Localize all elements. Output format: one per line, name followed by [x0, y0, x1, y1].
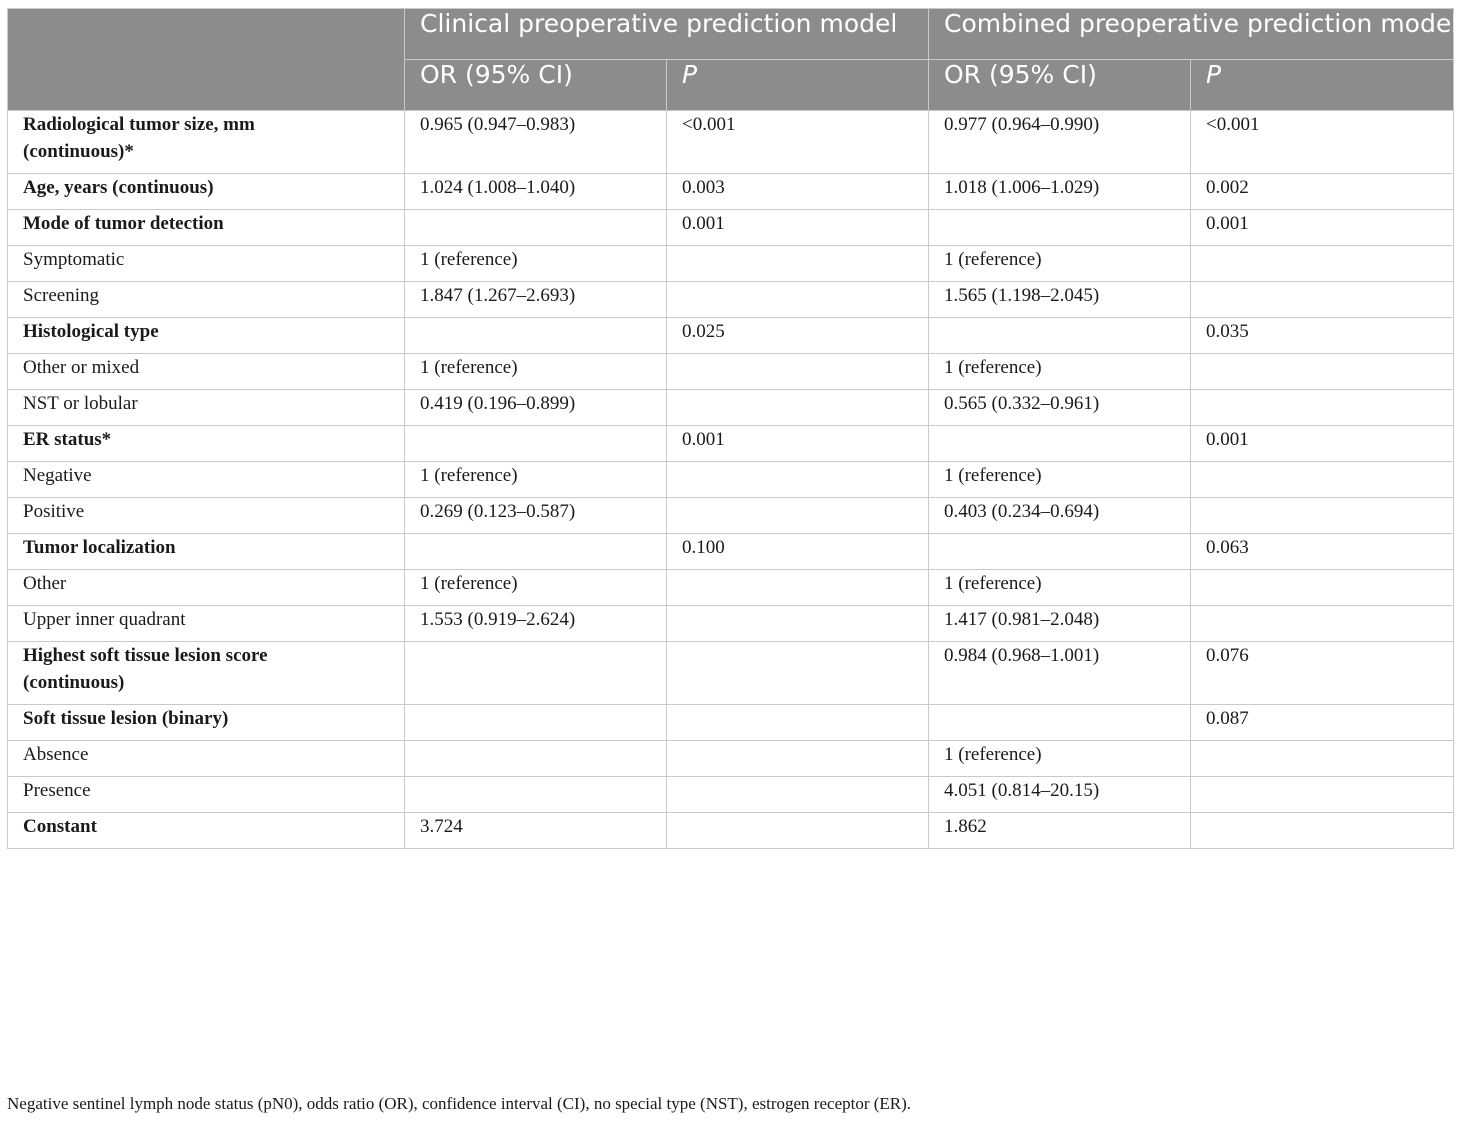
clinical-p-cell [667, 741, 929, 777]
combined-p-cell [1191, 741, 1454, 777]
clinical-or-cell [405, 705, 667, 741]
row-label: Symptomatic [8, 246, 405, 282]
clinical-or-cell: 0.269 (0.123–0.587) [405, 498, 667, 534]
clinical-or-cell [405, 318, 667, 354]
clinical-p-cell: 0.100 [667, 534, 929, 570]
results-table [7, 8, 1459, 849]
clinical-or-cell [405, 426, 667, 462]
combined-or-cell [929, 210, 1191, 246]
clinical-p-cell [667, 282, 929, 318]
combined-p-cell [1191, 282, 1454, 318]
table-row [8, 741, 1454, 777]
clinical-or-cell: 1.024 (1.008–1.040) [405, 174, 667, 210]
clinical-p-cell [667, 246, 929, 282]
header-clinical-model: Clinical preoperative prediction model [405, 9, 929, 60]
table-body [8, 111, 1454, 849]
table-row [8, 498, 1454, 534]
combined-or-cell: 0.977 (0.964–0.990) [929, 111, 1191, 174]
row-label: Mode of tumor detection [8, 210, 405, 246]
table-row [8, 705, 1454, 741]
clinical-or-cell: 0.965 (0.947–0.983) [405, 111, 667, 174]
combined-p-cell [1191, 462, 1454, 498]
combined-or-cell: 1.565 (1.198–2.045) [929, 282, 1191, 318]
combined-p-cell: 0.001 [1191, 210, 1454, 246]
combined-p-cell: 0.035 [1191, 318, 1454, 354]
row-label: Positive [8, 498, 405, 534]
header-blank-cell [8, 9, 405, 111]
combined-or-cell: 1.417 (0.981–2.048) [929, 606, 1191, 642]
row-label: Other or mixed [8, 354, 405, 390]
table-row [8, 606, 1454, 642]
table-row [8, 246, 1454, 282]
clinical-or-cell: 1 (reference) [405, 462, 667, 498]
clinical-p-cell [667, 777, 929, 813]
clinical-or-cell: 1 (reference) [405, 570, 667, 606]
row-label: Soft tissue lesion (binary) [8, 705, 405, 741]
clinical-or-cell: 1 (reference) [405, 246, 667, 282]
combined-or-cell: 4.051 (0.814–20.15) [929, 777, 1191, 813]
clinical-or-cell: 3.724 [405, 813, 667, 849]
row-label: Screening [8, 282, 405, 318]
combined-p-cell [1191, 606, 1454, 642]
clinical-p-cell: <0.001 [667, 111, 929, 174]
clinical-or-cell: 0.419 (0.196–0.899) [405, 390, 667, 426]
table-row [8, 174, 1454, 210]
table-row [8, 390, 1454, 426]
combined-or-cell [929, 705, 1191, 741]
clinical-p-cell: 0.025 [667, 318, 929, 354]
row-label: Histological type [8, 318, 405, 354]
row-label: Age, years (continuous) [8, 174, 405, 210]
row-label: Radiological tumor size, mm (continuous)* [8, 111, 405, 174]
clinical-p-cell [667, 705, 929, 741]
clinical-p-cell [667, 606, 929, 642]
header-p-combined: P [1191, 60, 1454, 111]
combined-p-cell: <0.001 [1191, 111, 1454, 174]
table-row [8, 813, 1454, 849]
combined-or-cell: 1.862 [929, 813, 1191, 849]
header-or-combined: OR (95% CI) [929, 60, 1191, 111]
combined-or-cell: 0.403 (0.234–0.694) [929, 498, 1191, 534]
table-row [8, 354, 1454, 390]
clinical-p-cell: 0.001 [667, 210, 929, 246]
clinical-p-cell [667, 813, 929, 849]
clinical-or-cell [405, 210, 667, 246]
combined-p-cell: 0.076 [1191, 642, 1454, 705]
clinical-or-cell [405, 777, 667, 813]
combined-p-cell [1191, 498, 1454, 534]
combined-p-cell: 0.001 [1191, 426, 1454, 462]
combined-or-cell: 1 (reference) [929, 354, 1191, 390]
combined-p-cell [1191, 813, 1454, 849]
row-label: Other [8, 570, 405, 606]
combined-or-cell: 0.565 (0.332–0.961) [929, 390, 1191, 426]
combined-p-cell [1191, 777, 1454, 813]
header-or-clinical: OR (95% CI) [405, 60, 667, 111]
clinical-or-cell: 1 (reference) [405, 354, 667, 390]
clinical-p-cell [667, 498, 929, 534]
clinical-or-cell: 1.553 (0.919–2.624) [405, 606, 667, 642]
clinical-or-cell [405, 534, 667, 570]
row-label: Constant [8, 813, 405, 849]
header-p-clinical: P [667, 60, 929, 111]
table-header [8, 9, 1459, 111]
clinical-p-cell [667, 462, 929, 498]
clinical-or-cell [405, 741, 667, 777]
combined-or-cell: 1 (reference) [929, 246, 1191, 282]
row-label: ER status* [8, 426, 405, 462]
row-label: Upper inner quadrant [8, 606, 405, 642]
combined-or-cell: 0.984 (0.968–1.001) [929, 642, 1191, 705]
combined-or-cell [929, 318, 1191, 354]
combined-or-cell: 1 (reference) [929, 570, 1191, 606]
clinical-or-cell: 1.847 (1.267–2.693) [405, 282, 667, 318]
clinical-p-cell [667, 354, 929, 390]
combined-p-cell: 0.002 [1191, 174, 1454, 210]
table-row [8, 426, 1454, 462]
combined-p-cell [1191, 570, 1454, 606]
table-row [8, 210, 1454, 246]
table-row [8, 318, 1454, 354]
clinical-p-cell [667, 642, 929, 705]
combined-or-cell [929, 534, 1191, 570]
combined-or-cell: 1 (reference) [929, 741, 1191, 777]
combined-p-cell [1191, 390, 1454, 426]
clinical-p-cell [667, 570, 929, 606]
row-label: Presence [8, 777, 405, 813]
table-row [8, 462, 1454, 498]
combined-or-cell [929, 426, 1191, 462]
clinical-p-cell [667, 390, 929, 426]
row-label: NST or lobular [8, 390, 405, 426]
combined-p-cell: 0.087 [1191, 705, 1454, 741]
combined-or-cell: 1 (reference) [929, 462, 1191, 498]
combined-p-cell [1191, 246, 1454, 282]
table-row [8, 534, 1454, 570]
table-row [8, 642, 1454, 705]
row-label: Tumor localization [8, 534, 405, 570]
row-label: Absence [8, 741, 405, 777]
clinical-p-cell: 0.003 [667, 174, 929, 210]
header-combined-model: Combined preoperative prediction model [929, 9, 1454, 60]
table-row [8, 570, 1454, 606]
combined-p-cell [1191, 354, 1454, 390]
table-row [8, 282, 1454, 318]
table-footnote: Negative sentinel lymph node status (pN0), odds ratio (OR), confidence interval (CI), no special type (NST), estrogen receptor (ER). [7, 1094, 912, 1113]
table-row [8, 111, 1454, 174]
row-label: Negative [8, 462, 405, 498]
combined-p-cell: 0.063 [1191, 534, 1454, 570]
combined-or-cell: 1.018 (1.006–1.029) [929, 174, 1191, 210]
row-label: Highest soft tissue lesion score (continuous) [8, 642, 405, 705]
clinical-p-cell: 0.001 [667, 426, 929, 462]
table-row [8, 777, 1454, 813]
clinical-or-cell [405, 642, 667, 705]
